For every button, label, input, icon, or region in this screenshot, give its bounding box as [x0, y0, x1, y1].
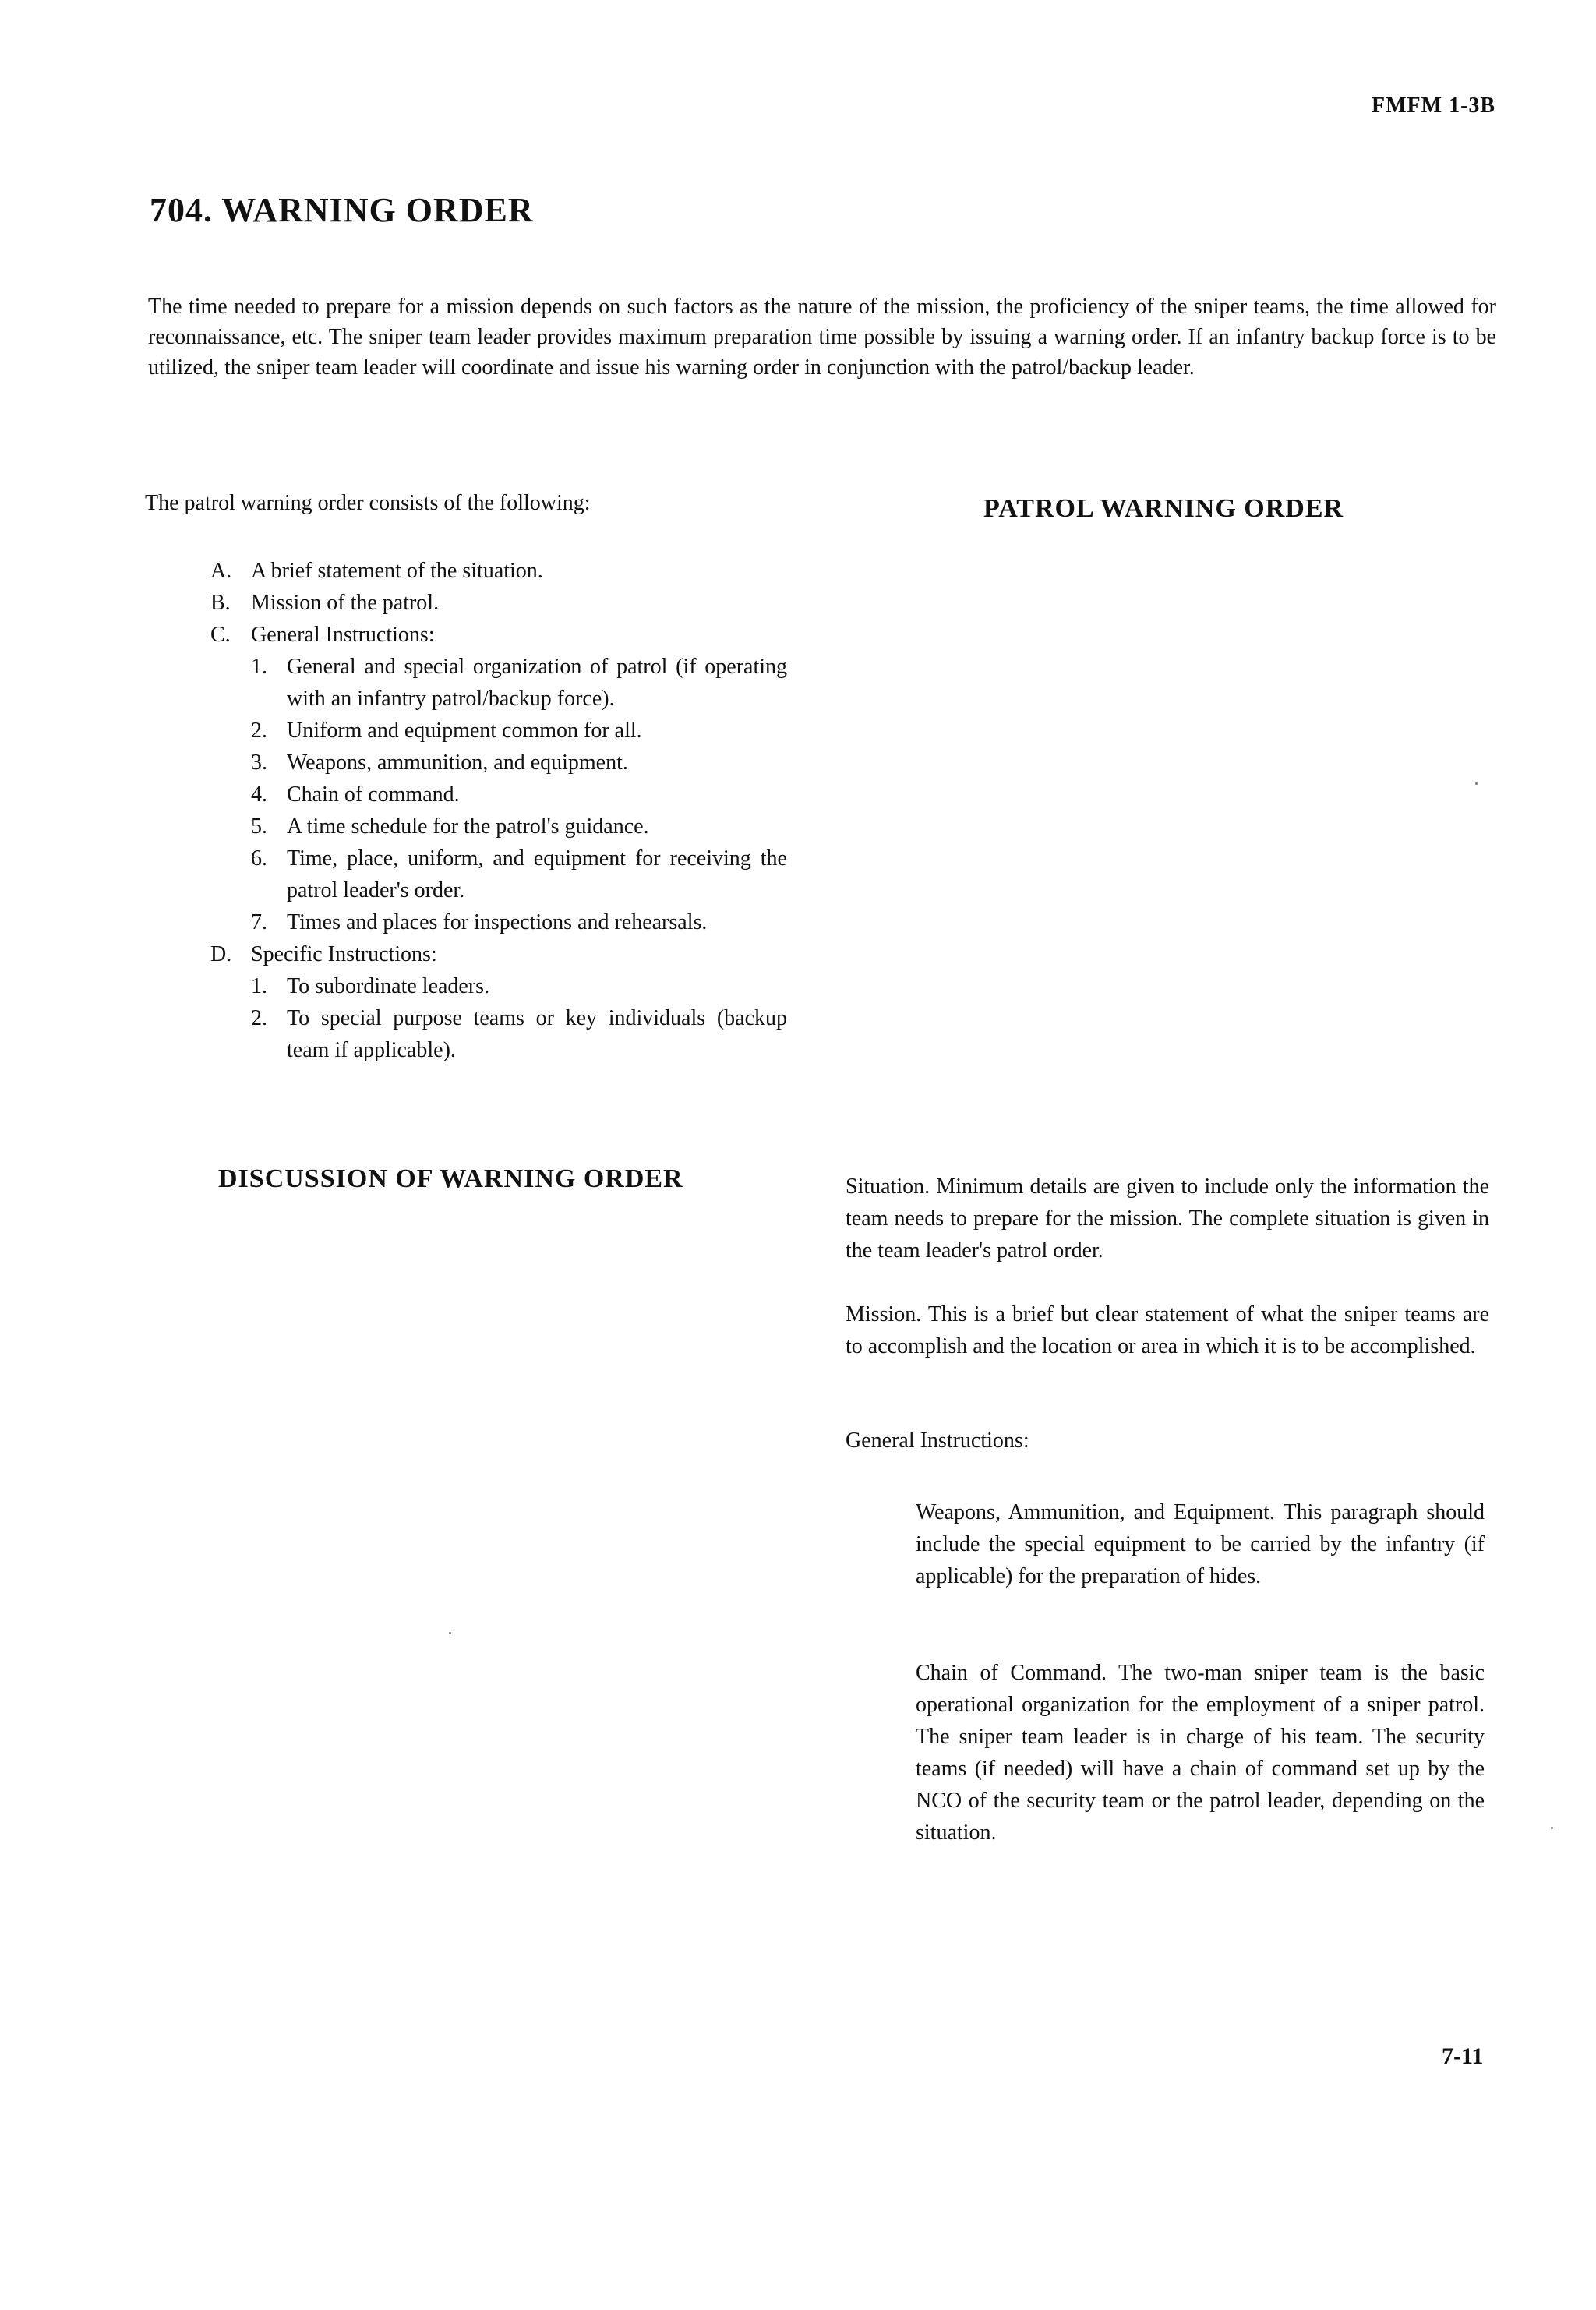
- outline-marker: C.: [210, 623, 231, 647]
- outline-text: Uniform and equipment common for all.: [287, 719, 642, 743]
- outline-text: Weapons, ammunition, and equipment.: [287, 751, 628, 775]
- outline-item-d: [210, 938, 787, 970]
- weapons-ammunition-equipment-paragraph: Weapons, Ammunition, and Equipment. This paragraph should include the special equipment to be carried by the infantry (if applicable) for the preparation of hides.: [916, 1500, 1485, 1588]
- outline-text: Mission of the patrol.: [251, 591, 440, 615]
- outline-text: To special purpose teams or key individuals (backup team if applicable).: [287, 1006, 787, 1062]
- outline-item-b: [210, 587, 787, 619]
- outline-marker: 2.: [251, 1006, 267, 1030]
- mission-paragraph: Mission. This is a brief but clear statement of what the sniper teams are to accomplish and the location or area in which it is to be accomplished.: [846, 1302, 1489, 1358]
- outline-subitem: [210, 715, 787, 747]
- scan-speck: [1475, 782, 1478, 785]
- outline-text: Chain of command.: [287, 782, 460, 807]
- chain-of-command-paragraph: Chain of Command. The two-man sniper team is the basic operational organization for the employment of a sniper patrol. The sniper team leader is in charge of his team. The security teams (if needed) will have a chain of command set up by the NCO of the security team or the patrol leader, depending on the situation.: [916, 1661, 1485, 1845]
- outline-marker: A.: [210, 559, 232, 583]
- outline-marker: 5.: [251, 814, 267, 839]
- outline-lead-text: The patrol warning order consists of the following:: [145, 491, 591, 515]
- outline-marker: 3.: [251, 751, 267, 775]
- outline-marker: 1.: [251, 655, 267, 679]
- outline-text: Specific Instructions:: [251, 942, 437, 966]
- outline-subitem: [210, 779, 787, 811]
- outline-item-c: [210, 619, 787, 651]
- outline-marker: 4.: [251, 782, 267, 807]
- manual-code: FMFM 1-3B: [1372, 94, 1496, 118]
- outline-text: General and special organization of patrol (if operating with an infantry patrol/backup force).: [287, 655, 787, 711]
- general-instructions-label: General Instructions:: [846, 1429, 1029, 1453]
- outline-subitem: [210, 842, 787, 906]
- outline-subitem: [210, 1002, 787, 1066]
- scan-speck: [449, 1632, 451, 1634]
- discussion-heading: DISCUSSION OF WARNING ORDER: [218, 1164, 683, 1193]
- outline-marker: 1.: [251, 974, 267, 998]
- outline-subitem: [210, 906, 787, 938]
- warning-order-outline: [210, 555, 787, 1066]
- page-number: 7-11: [1442, 2043, 1484, 2069]
- outline-marker: 2.: [251, 719, 267, 743]
- outline-marker: B.: [210, 591, 231, 615]
- outline-text: A time schedule for the patrol's guidance.: [287, 814, 649, 839]
- scan-speck: [1551, 1827, 1553, 1829]
- outline-subitem: [210, 747, 787, 779]
- outline-text: Times and places for inspections and rehearsals.: [287, 910, 708, 934]
- section-title: 704. WARNING ORDER: [150, 191, 534, 229]
- outline-text: To subordinate leaders.: [287, 974, 490, 998]
- outline-text: A brief statement of the situation.: [251, 559, 543, 583]
- intro-paragraph: The time needed to prepare for a mission depends on such factors as the nature of the mission, the proficiency of the sniper teams, the time allowed for reconnaissance, etc. The sniper team leader provides maximum preparation time possible by issuing a warning order. If an infantry backup force is to be utilized, the sniper team leader will coordinate and issue his warning order in conjunction with the patrol/backup leader.: [148, 295, 1496, 380]
- outline-marker: 7.: [251, 910, 267, 934]
- outline-marker: D.: [210, 942, 232, 966]
- outline-item-a: [210, 555, 787, 587]
- outline-marker: 6.: [251, 846, 267, 871]
- outline-subitem: [210, 970, 787, 1002]
- outline-text: Time, place, uniform, and equipment for receiving the patrol leader's order.: [287, 846, 787, 902]
- patrol-warning-order-heading: PATROL WARNING ORDER: [983, 494, 1344, 523]
- outline-subitem: [210, 651, 787, 715]
- outline-subitem: [210, 811, 787, 842]
- outline-text: General Instructions:: [251, 623, 435, 647]
- situation-paragraph: Situation. Minimum details are given to include only the information the team needs to prepare for the mission. The complete situation is given in the team leader's patrol order.: [846, 1174, 1489, 1263]
